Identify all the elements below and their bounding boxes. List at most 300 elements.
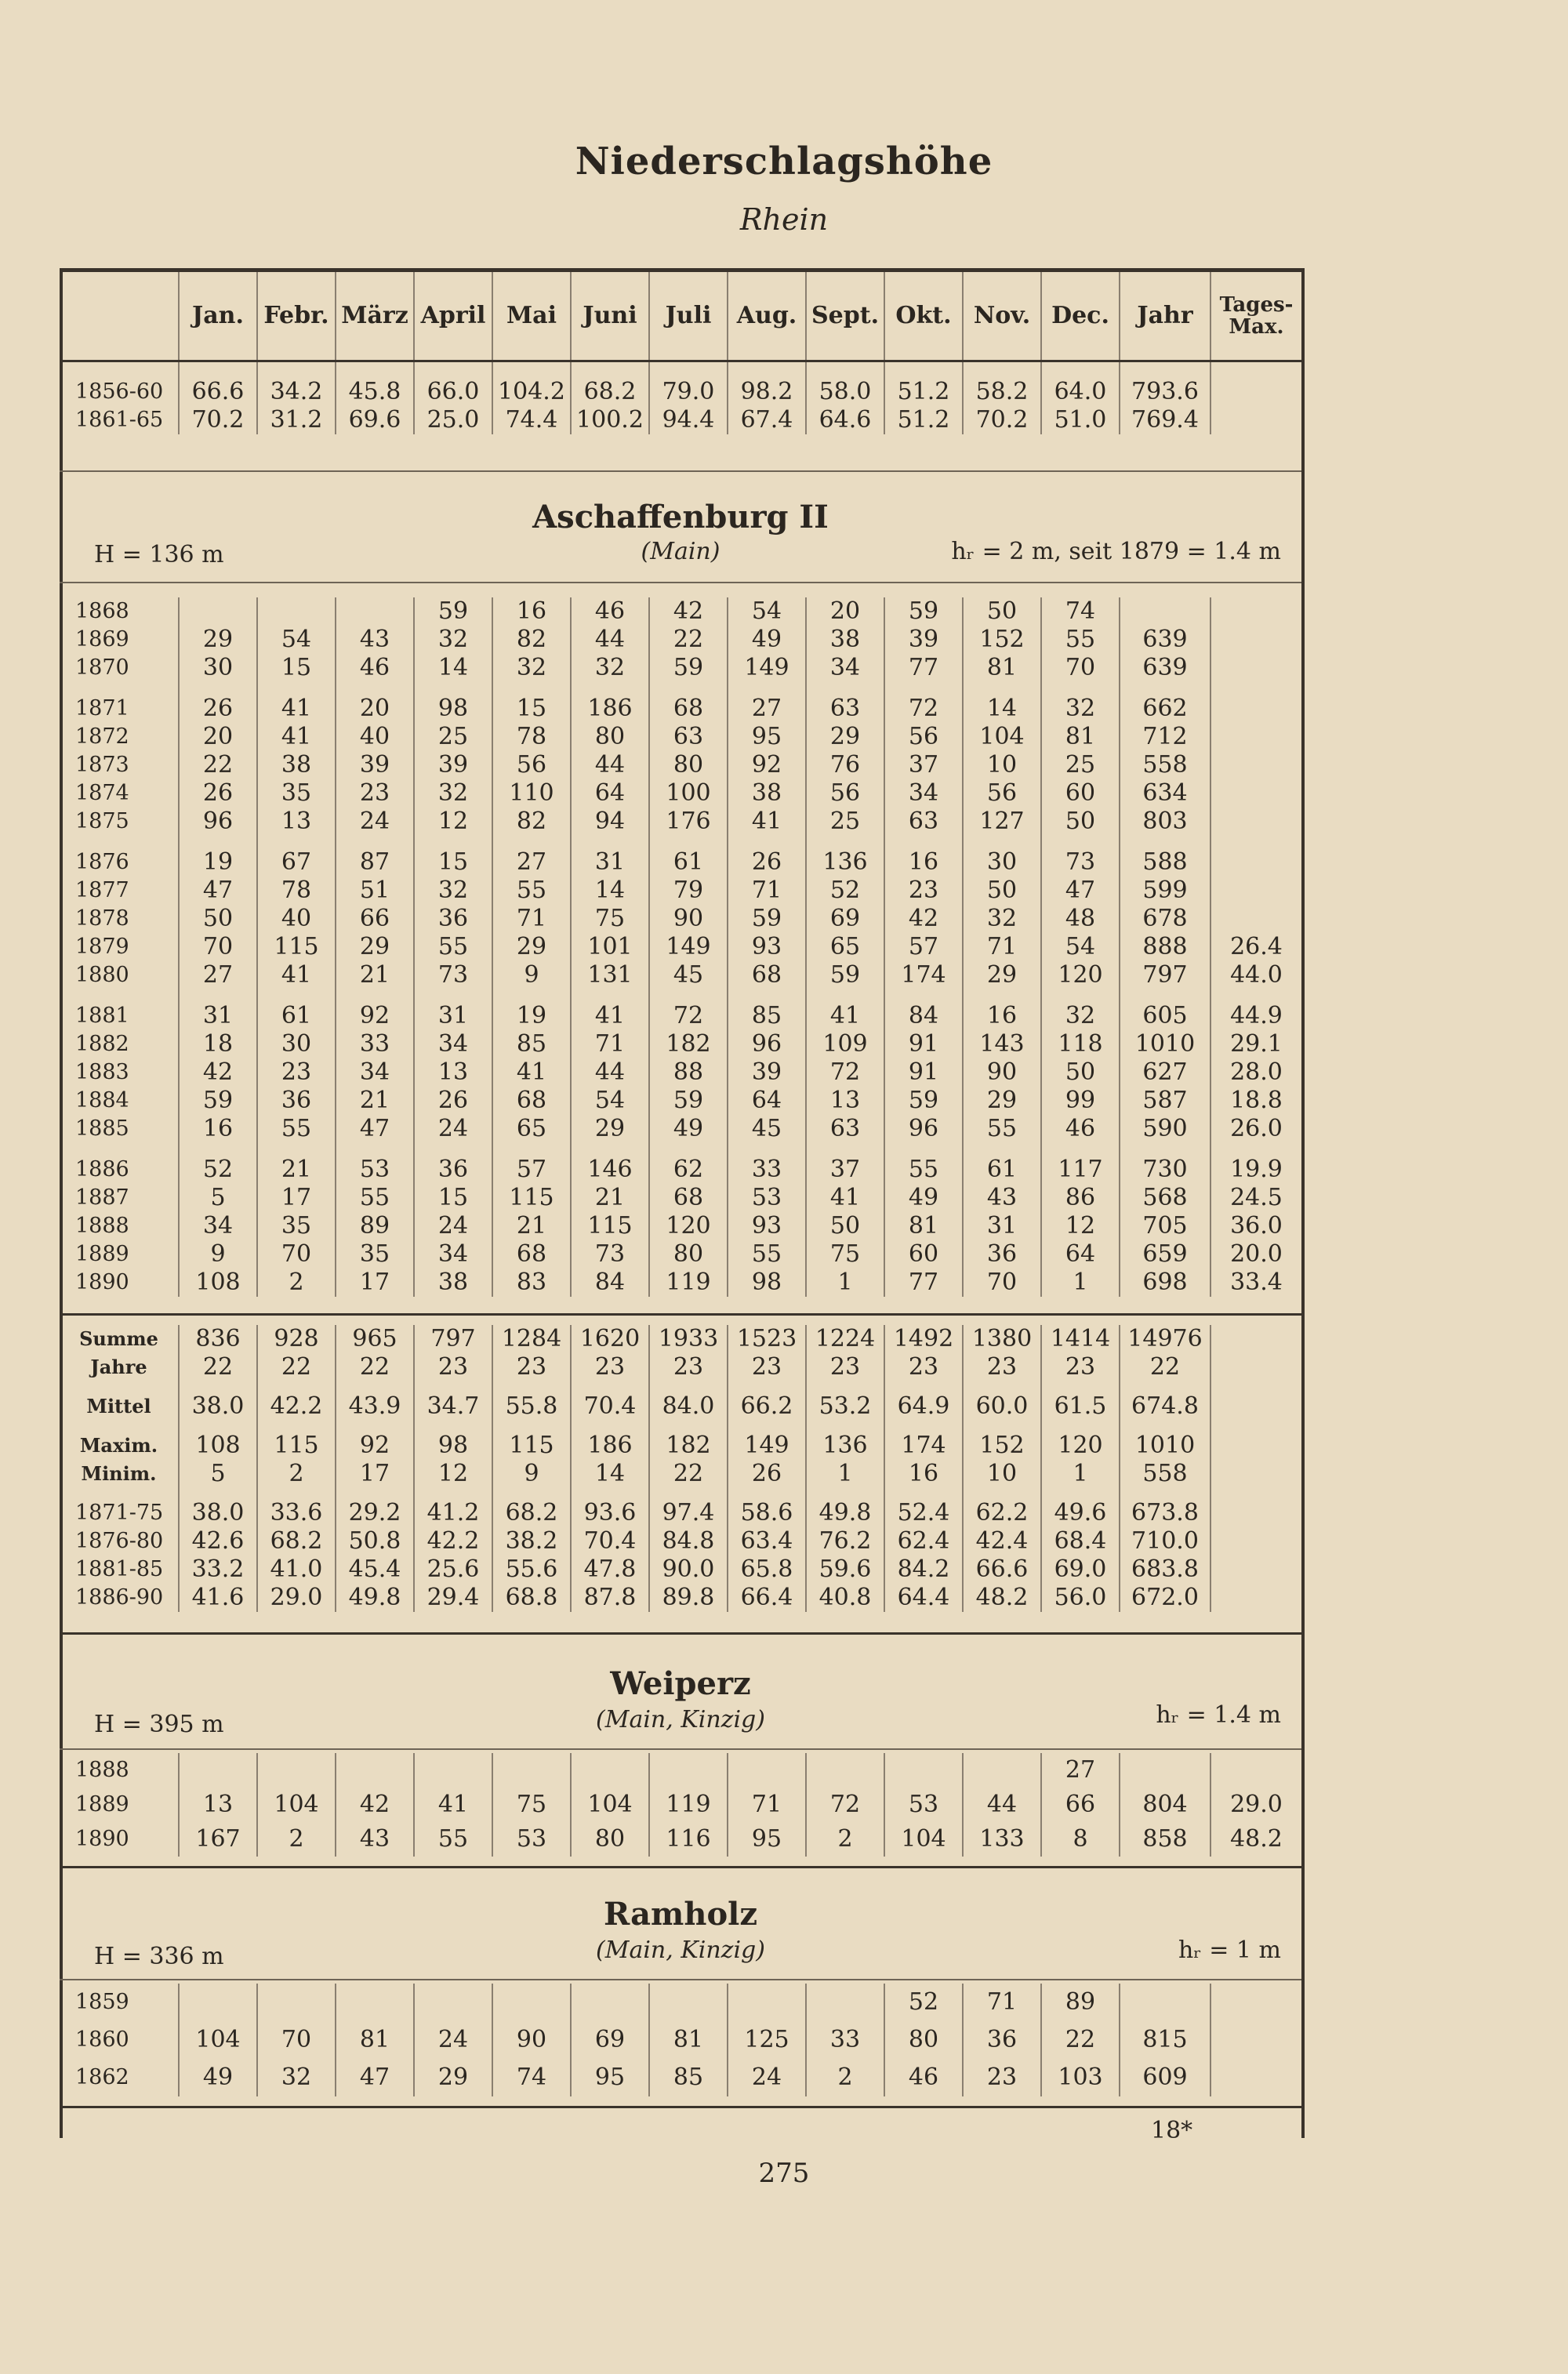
table-cell: 76 — [806, 751, 884, 779]
row-label-cell: 1886 — [60, 1156, 179, 1184]
spacer-cell — [649, 1421, 728, 1432]
station-name: Weiperz — [610, 1665, 751, 1702]
spacer-cell — [257, 1488, 336, 1499]
spacer-cell — [1041, 1143, 1120, 1156]
spacer-cell — [806, 836, 884, 848]
table-cell: 72 — [649, 1002, 728, 1030]
table-cell: 21 — [571, 1184, 649, 1212]
table-cell: 65.8 — [728, 1555, 806, 1584]
table-row — [60, 905, 1301, 933]
table-cell: 84.2 — [884, 1555, 963, 1584]
table-cell: 26 — [179, 779, 257, 808]
table-cell: 22 — [649, 1460, 728, 1488]
table-cell — [257, 597, 336, 626]
table-cell: 71 — [492, 905, 571, 933]
table-cell: 74.4 — [492, 406, 571, 434]
spacer-cell — [1120, 836, 1210, 848]
table-cell: 91 — [884, 1030, 963, 1058]
row-label-cell: 1885 — [60, 1115, 179, 1143]
table-cell: 29 — [963, 1087, 1041, 1115]
spacer-cell — [257, 989, 336, 1002]
table-cell: 56 — [884, 723, 963, 751]
table-cell: 26 — [414, 1087, 492, 1115]
table-cell: 22 — [1041, 2021, 1120, 2059]
table-cell: 98 — [414, 1432, 492, 1460]
table-cell — [414, 1984, 492, 2021]
table-cell: 104 — [179, 2021, 257, 2059]
table-cell: 712 — [1120, 723, 1210, 751]
table-cell: 55 — [336, 1184, 414, 1212]
table-cell: 41 — [728, 808, 806, 836]
table-cell: 49.8 — [806, 1499, 884, 1527]
spacer-cell — [1041, 1488, 1120, 1499]
table-cell: 92 — [336, 1002, 414, 1030]
table-cell: 90 — [492, 2021, 571, 2059]
spacer-cell — [1041, 361, 1120, 379]
table-cell: 117 — [1041, 1156, 1120, 1184]
table-cell: 47 — [336, 1115, 414, 1143]
table-cell: 22 — [257, 1353, 336, 1381]
table-cell — [1210, 1584, 1301, 1612]
row-label-cell: 1881-85 — [60, 1555, 179, 1584]
table-cell: 98 — [728, 1269, 806, 1297]
spacer-cell — [492, 1381, 571, 1392]
table-cell: 99 — [1041, 1087, 1120, 1115]
table-cell: 47 — [1041, 877, 1120, 905]
column-header: Sept. — [806, 272, 884, 361]
table-cell: 27 — [492, 848, 571, 877]
table-cell: 108 — [179, 1269, 257, 1297]
table-cell: 55 — [1041, 626, 1120, 654]
column-header — [60, 272, 179, 361]
table-cell: 13 — [806, 1087, 884, 1115]
table-cell: 20 — [806, 597, 884, 626]
table-cell: 21 — [336, 961, 414, 989]
spacer-cell — [806, 989, 884, 1002]
table-cell: 35 — [257, 779, 336, 808]
table-cell: 19 — [492, 1002, 571, 1030]
table-cell: 35 — [257, 1212, 336, 1240]
table-cell: 136 — [806, 848, 884, 877]
row-label-cell: 1856-60 — [60, 378, 179, 406]
divider — [60, 582, 1301, 583]
table-cell: 29.1 — [1230, 1030, 1283, 1058]
table-cell: 62.2 — [963, 1499, 1041, 1527]
column-header: Nov. — [963, 272, 1041, 361]
table-cell: 92 — [728, 751, 806, 779]
row-label-cell: 1860 — [60, 2021, 179, 2059]
table-cell: 27 — [179, 961, 257, 989]
table-row — [60, 1788, 1301, 1822]
table-cell: 41 — [492, 1058, 571, 1087]
table-cell: 70.2 — [963, 406, 1041, 434]
table-cell: 57 — [884, 933, 963, 961]
table-cell: 68.8 — [492, 1584, 571, 1612]
table-cell — [728, 1753, 806, 1788]
table-cell: 104 — [963, 723, 1041, 751]
table-cell: 85 — [728, 1002, 806, 1030]
spacer-cell — [414, 361, 492, 379]
spacer-cell — [963, 989, 1041, 1002]
table-cell: 38.0 — [179, 1392, 257, 1421]
table-cell: 104 — [257, 1788, 336, 1822]
row-spacer — [60, 682, 1301, 695]
table-cell: 34 — [806, 654, 884, 682]
table-cell: 67 — [257, 848, 336, 877]
spacer-cell — [492, 361, 571, 379]
column-header: Juli — [649, 272, 728, 361]
table-cell: 89 — [1041, 1984, 1120, 2021]
table-cell: 54 — [257, 626, 336, 654]
table-cell: 56 — [492, 751, 571, 779]
row-label-cell: 1888 — [60, 1753, 179, 1788]
table-cell: 2 — [257, 1460, 336, 1488]
table-cell: 28.0 — [1230, 1058, 1283, 1086]
table-cell: 23 — [492, 1353, 571, 1381]
table-cell — [1210, 1432, 1301, 1460]
spacer-cell — [571, 361, 649, 379]
table-cell: 89.8 — [649, 1584, 728, 1612]
spacer-cell — [60, 836, 179, 848]
table-row — [60, 1156, 1301, 1184]
table-cell: 42.6 — [179, 1527, 257, 1555]
table-cell — [1210, 597, 1301, 626]
table-cell: 58.2 — [963, 378, 1041, 406]
table-cell: 47 — [336, 2059, 414, 2096]
table-cell — [1210, 2021, 1301, 2059]
table-cell: 84 — [884, 1002, 963, 1030]
table-cell: 186 — [571, 695, 649, 723]
table-cell: 66.6 — [963, 1555, 1041, 1584]
divider — [60, 1979, 1301, 1980]
table-cell: 109 — [806, 1030, 884, 1058]
table-cell: 70 — [257, 2021, 336, 2059]
spacer-cell — [963, 1143, 1041, 1156]
table-cell: 115 — [492, 1432, 571, 1460]
table-cell: 27 — [1041, 1753, 1120, 1788]
table-cell: 81 — [884, 1212, 963, 1240]
table-cell: 50 — [179, 905, 257, 933]
table-cell: 94.4 — [649, 406, 728, 434]
table-cell: 54 — [1041, 933, 1120, 961]
spacer-cell — [963, 836, 1041, 848]
table-cell: 8 — [1041, 1822, 1120, 1857]
table-cell: 115 — [257, 933, 336, 961]
table-cell: 2 — [806, 2059, 884, 2096]
rhein-table — [60, 272, 1301, 434]
station-gauge-height: hᵣ = 2 m, seit 1879 = 1.4 m — [951, 538, 1281, 565]
table-cell: 55 — [492, 877, 571, 905]
table-cell: 1010 — [1120, 1030, 1210, 1058]
table-cell — [257, 1984, 336, 2021]
table-cell: 33 — [806, 2021, 884, 2059]
table-cell: 40.8 — [806, 1584, 884, 1612]
table-cell: 61 — [649, 848, 728, 877]
table-cell: 888 — [1120, 933, 1210, 961]
table-row — [60, 1325, 1301, 1353]
table-cell: 19.9 — [1230, 1156, 1283, 1183]
table-cell: 49 — [884, 1184, 963, 1212]
table-cell: 25.6 — [414, 1555, 492, 1584]
row-label-cell: 1859 — [60, 1984, 179, 2021]
spacer-cell — [1120, 1488, 1210, 1499]
table-cell: 85 — [649, 2059, 728, 2096]
table-cell: 24.5 — [1230, 1184, 1283, 1211]
spacer-cell — [492, 1421, 571, 1432]
table-cell: 730 — [1120, 1156, 1210, 1184]
table-cell: 1284 — [492, 1325, 571, 1353]
spacer-cell — [1210, 361, 1301, 379]
table-cell: 77 — [884, 654, 963, 682]
spacer-cell — [179, 682, 257, 695]
table-cell: 63.4 — [728, 1527, 806, 1555]
table-cell: 53 — [336, 1156, 414, 1184]
table-cell: 1492 — [884, 1325, 963, 1353]
table-row — [60, 933, 1301, 961]
table-cell: 93.6 — [571, 1499, 649, 1527]
row-spacer — [60, 1381, 1301, 1392]
spacer-cell — [1210, 836, 1301, 848]
spacer-cell — [257, 1381, 336, 1392]
table-cell: 558 — [1120, 1460, 1210, 1488]
table-cell — [728, 1984, 806, 2021]
table-cell: 9 — [492, 961, 571, 989]
table-cell: 68 — [492, 1087, 571, 1115]
table-cell: 47 — [179, 877, 257, 905]
table-cell: 797 — [1120, 961, 1210, 989]
row-spacer — [60, 361, 1301, 379]
spacer-cell — [60, 682, 179, 695]
table-cell: 80 — [884, 2021, 963, 2059]
weiperz-table-block — [60, 1753, 1301, 1857]
table-cell: 588 — [1120, 848, 1210, 877]
table-cell — [336, 597, 414, 626]
table-cell: 29 — [571, 1115, 649, 1143]
table-cell: 27 — [728, 695, 806, 723]
table-cell — [1120, 1984, 1210, 2021]
table-cell: 2 — [257, 1269, 336, 1297]
table-cell: 133 — [963, 1822, 1041, 1857]
table-cell: 95 — [728, 1822, 806, 1857]
table-cell: 38 — [414, 1269, 492, 1297]
spacer-cell — [884, 1421, 963, 1432]
table-cell: 52 — [806, 877, 884, 905]
table-cell: 20 — [336, 695, 414, 723]
table-cell — [1210, 654, 1301, 682]
table-row — [60, 695, 1301, 723]
table-cell: 78 — [257, 877, 336, 905]
table-cell: 1 — [1041, 1460, 1120, 1488]
table-cell: 36 — [414, 905, 492, 933]
table-cell: 31.2 — [257, 406, 336, 434]
table-cell — [649, 1753, 728, 1788]
spacer-cell — [884, 361, 963, 379]
table-cell: 24 — [414, 1212, 492, 1240]
table-row — [60, 1240, 1301, 1269]
spacer-cell — [414, 1421, 492, 1432]
table-cell: 108 — [179, 1432, 257, 1460]
table-cell: 60 — [1041, 779, 1120, 808]
spacer-cell — [60, 1381, 179, 1392]
table-cell: 710.0 — [1120, 1527, 1210, 1555]
table-cell: 64.6 — [806, 406, 884, 434]
table-cell — [1210, 378, 1301, 406]
spacer-cell — [179, 989, 257, 1002]
table-cell: 50 — [1041, 1058, 1120, 1087]
table-cell: 70 — [179, 933, 257, 961]
table-cell: 16 — [884, 1460, 963, 1488]
table-cell — [1210, 1353, 1301, 1381]
table-cell: 698 — [1120, 1269, 1210, 1297]
table-cell: 1523 — [728, 1325, 806, 1353]
ramholz-table — [60, 1984, 1301, 2096]
table-cell: 104 — [571, 1788, 649, 1822]
spacer-cell — [414, 1143, 492, 1156]
row-label-cell: 1889 — [60, 1240, 179, 1269]
table-cell: 17 — [257, 1184, 336, 1212]
station-river: (Main, Kinzig) — [596, 1937, 765, 1964]
spacer-cell — [1041, 989, 1120, 1002]
table-cell: 81 — [336, 2021, 414, 2059]
table-cell: 80 — [571, 723, 649, 751]
table-row — [60, 626, 1301, 654]
spacer-cell — [806, 361, 884, 379]
table-cell: 34 — [336, 1058, 414, 1087]
table-cell — [1210, 779, 1301, 808]
table-cell: 1 — [806, 1269, 884, 1297]
table-cell — [1210, 723, 1301, 751]
table-cell: 33.2 — [179, 1555, 257, 1584]
table-cell: 53.2 — [806, 1392, 884, 1421]
row-label-cell: 1878 — [60, 905, 179, 933]
table-cell: 39 — [884, 626, 963, 654]
table-cell: 10 — [963, 1460, 1041, 1488]
table-cell: 55 — [884, 1156, 963, 1184]
table-cell — [336, 1984, 414, 2021]
table-cell: 54 — [728, 597, 806, 626]
table-cell: 90.0 — [649, 1555, 728, 1584]
spacer-cell — [649, 989, 728, 1002]
table-cell — [1210, 1460, 1301, 1488]
table-cell: 23 — [963, 1353, 1041, 1381]
table-cell: 50 — [806, 1212, 884, 1240]
table-cell: 5 — [179, 1460, 257, 1488]
row-label-cell: Mittel — [60, 1392, 179, 1421]
spacer-cell — [336, 836, 414, 848]
spacer-cell — [571, 836, 649, 848]
table-row — [60, 1002, 1301, 1030]
spacer-cell — [884, 836, 963, 848]
spacer-cell — [336, 1381, 414, 1392]
spacer-cell — [1041, 1421, 1120, 1432]
aschaffenburg-table-block — [60, 597, 1301, 1297]
table-cell: 68.2 — [492, 1499, 571, 1527]
spacer-cell — [1120, 1143, 1210, 1156]
table-cell: 74 — [1041, 597, 1120, 626]
table-row — [60, 1822, 1301, 1857]
table-cell: 71 — [728, 1788, 806, 1822]
table-cell: 42.2 — [414, 1527, 492, 1555]
spacer-cell — [492, 836, 571, 848]
spacer-cell — [571, 989, 649, 1002]
row-label-cell: 1871 — [60, 695, 179, 723]
table-cell: 12 — [414, 1460, 492, 1488]
column-header: Jahr — [1120, 272, 1210, 361]
spacer-cell — [336, 361, 414, 379]
table-cell: 29.2 — [336, 1499, 414, 1527]
table-cell: 627 — [1120, 1058, 1210, 1087]
table-cell: 91 — [884, 1058, 963, 1087]
station-name: Ramholz — [603, 1896, 758, 1933]
table-cell: 24 — [336, 808, 414, 836]
table-cell: 95 — [728, 723, 806, 751]
table-cell: 55.8 — [492, 1392, 571, 1421]
table-cell: 149 — [728, 654, 806, 682]
summary-table-block — [60, 1325, 1301, 1612]
table-cell: 29 — [806, 723, 884, 751]
table-cell: 17 — [336, 1460, 414, 1488]
row-label-cell: Summe — [60, 1325, 179, 1353]
spacer-cell — [257, 361, 336, 379]
table-cell: 14 — [571, 1460, 649, 1488]
table-cell: 143 — [963, 1030, 1041, 1058]
table-cell: 673.8 — [1120, 1499, 1210, 1527]
spacer-cell — [257, 1143, 336, 1156]
table-cell: 52 — [179, 1156, 257, 1184]
table-row — [60, 961, 1301, 989]
spacer-cell — [492, 1488, 571, 1499]
table-cell: 77 — [884, 1269, 963, 1297]
table-cell: 26.0 — [1230, 1115, 1283, 1142]
spacer-cell — [179, 836, 257, 848]
table-cell: 85 — [492, 1030, 571, 1058]
table-cell: 81 — [1041, 723, 1120, 751]
table-row — [60, 1212, 1301, 1240]
station-name: Aschaffenburg II — [532, 499, 829, 535]
spacer-cell — [963, 1381, 1041, 1392]
table-cell: 71 — [728, 877, 806, 905]
table-cell: 16 — [179, 1115, 257, 1143]
table-cell: 59 — [884, 597, 963, 626]
table-cell: 118 — [1041, 1030, 1120, 1058]
row-label-cell: 1875 — [60, 808, 179, 836]
spacer-cell — [571, 1421, 649, 1432]
table-cell — [806, 1753, 884, 1788]
spacer-cell — [1210, 1421, 1301, 1432]
table-cell: 68 — [649, 695, 728, 723]
table-row — [60, 1392, 1301, 1421]
table-cell: 64.0 — [1041, 378, 1120, 406]
table-cell: 29 — [492, 933, 571, 961]
table-cell: 43 — [963, 1184, 1041, 1212]
table-cell: 1414 — [1041, 1325, 1120, 1353]
table-cell: 36 — [963, 2021, 1041, 2059]
table-cell: 1380 — [963, 1325, 1041, 1353]
table-cell: 18 — [179, 1030, 257, 1058]
row-label-cell: 1881 — [60, 1002, 179, 1030]
row-label-cell: 1884 — [60, 1087, 179, 1115]
table-cell: 186 — [571, 1432, 649, 1460]
table-cell: 803 — [1120, 808, 1210, 836]
ramholz-heading — [60, 1896, 1301, 1971]
row-label-cell: 1873 — [60, 751, 179, 779]
table-cell: 101 — [571, 933, 649, 961]
table-cell: 34 — [884, 779, 963, 808]
table-cell: 51.2 — [884, 406, 963, 434]
table-cell: 73 — [571, 1240, 649, 1269]
table-cell: 45 — [649, 961, 728, 989]
table-cell — [1210, 1499, 1301, 1527]
